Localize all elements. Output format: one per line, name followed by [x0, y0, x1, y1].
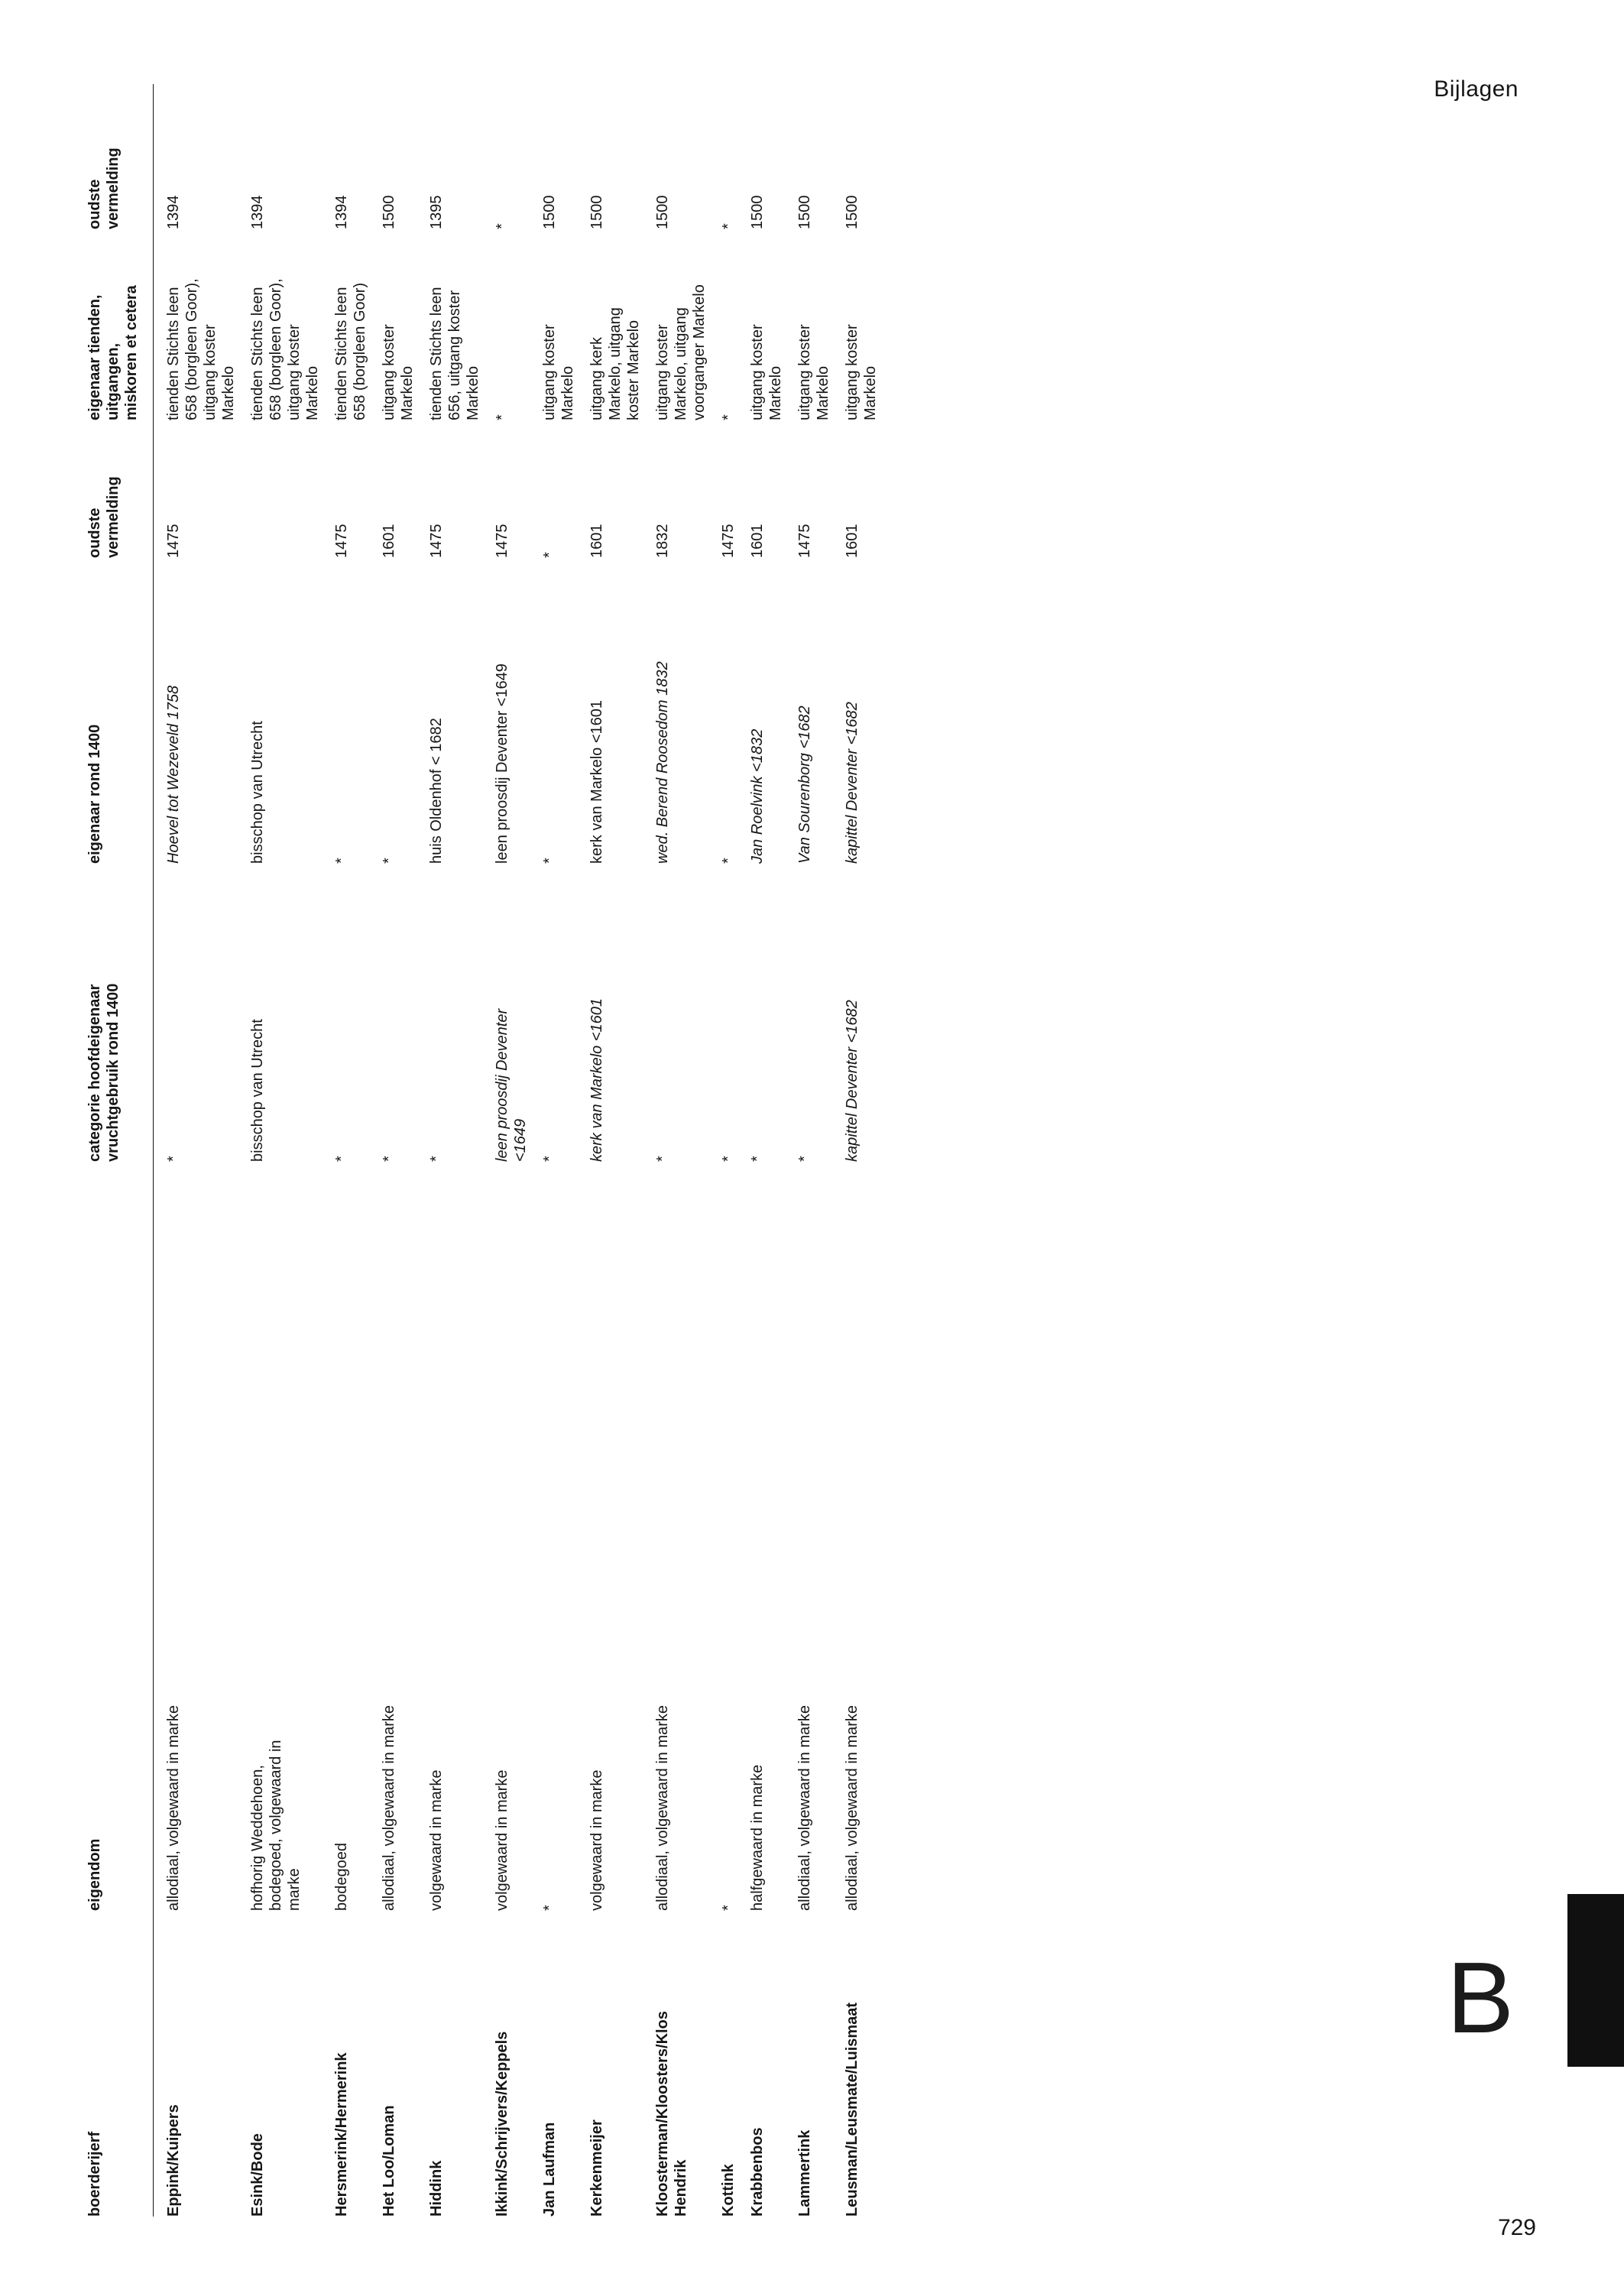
table-cell: kerk van Markelo <1601: [588, 997, 605, 1162]
section-tab-marker: [1567, 1894, 1624, 2067]
column-header: eigendom: [86, 1162, 154, 1911]
table-cell: [238, 420, 322, 558]
table-cell: 1601: [588, 524, 605, 558]
table-cell: 1475: [165, 524, 182, 558]
table-cell: wed. Berend Roosedom 1832: [654, 661, 671, 864]
table-cell: uitgang koster Markelo: [796, 324, 831, 420]
table-cell: kerk van Markelo <1601: [588, 699, 605, 864]
farm-name-cell: Leusman/Leusmate/Luismaat: [844, 2002, 861, 2217]
table-cell: *: [541, 1156, 558, 1162]
running-header: Bijlagen: [1434, 76, 1519, 102]
table-cell: *: [494, 223, 511, 229]
column-header: eigenaar rond 1400: [86, 558, 154, 864]
table-cell: *: [165, 1156, 182, 1162]
farm-name-cell: Ikkink/Schrijvers/Keppels: [494, 2031, 511, 2217]
table-cell: uitgang koster Markelo: [381, 324, 416, 420]
farm-name-cell: Krabbenbos: [749, 2127, 766, 2217]
table-cell: Van Sourenborg <1682: [796, 705, 813, 864]
table-cell: bodegoed: [333, 1843, 350, 1911]
table-cell: 1500: [588, 195, 605, 229]
page-number: 729: [1497, 2215, 1536, 2240]
farm-table: [86, 84, 880, 2217]
table-cell: *: [381, 1156, 397, 1162]
table-cell: 1500: [541, 195, 558, 229]
table-cell: *: [720, 1156, 737, 1162]
table-cell: uitgang koster Markelo, uitgang voorganger Markelo: [654, 284, 708, 420]
farm-name-cell: Lammertink: [796, 2129, 813, 2217]
table-cell: 1500: [749, 195, 766, 229]
table-cell: 1475: [428, 524, 445, 558]
farm-name-cell: Kerkenmeijer: [588, 2119, 605, 2217]
table-cell: 1601: [381, 524, 397, 558]
table-cell: *: [428, 1156, 445, 1162]
farm-name-cell: Kottink: [720, 2164, 737, 2217]
farm-name-cell: Het Loo/Loman: [381, 2105, 397, 2217]
table-cell: tienden Stichts leen 658 (borgleen Goor), uitgang koster Markelo: [249, 278, 321, 420]
farm-name-cell: Kloosterman/Kloosters/Klos Hendrik: [654, 2011, 689, 2217]
table-cell: *: [541, 552, 558, 558]
table-cell: 1475: [796, 524, 813, 558]
column-header: eigenaar tienden, uitgangen, miskoren et cetera: [86, 229, 154, 420]
table-cell: kapittel Deventer <1682: [844, 1000, 861, 1162]
table-cell: tienden Stichts leen 658 (borgleen Goor): [333, 282, 368, 420]
table-cell: leen proosdij Deventer <1649: [494, 1008, 529, 1162]
table-cell: 1500: [381, 195, 397, 229]
table-cell: *: [333, 1156, 350, 1162]
table-cell: *: [333, 858, 350, 864]
table-cell: uitgang koster Markelo: [541, 324, 576, 420]
table-cell: uitgang koster Markelo: [844, 324, 879, 420]
table-cell: allodiaal, volgewaard in marke: [844, 1704, 861, 1911]
table-cell: bisschop van Utrecht: [249, 1019, 266, 1162]
table-cell: huis Oldenhof < 1682: [428, 718, 445, 864]
rotated-table-container: [86, 84, 880, 2217]
table-cell: hofhorig Weddehoen, bodegoed, volgewaard in marke: [249, 1740, 303, 1911]
table-cell: tienden Stichts leen 656, uitgang koster Markelo: [428, 287, 481, 420]
table-cell: *: [541, 1905, 558, 1911]
table-cell: leen proosdij Deventer <1649: [494, 663, 511, 864]
column-header: boerderijerf: [86, 1911, 154, 2217]
table-cell: 1500: [654, 195, 671, 229]
farm-name-cell: Hersmerink/Hermerink: [333, 2052, 350, 2217]
table-cell: 1832: [654, 524, 671, 558]
table-cell: 1475: [333, 524, 350, 558]
table-cell: 1500: [844, 195, 861, 229]
table-cell: 1475: [720, 524, 737, 558]
table-cell: *: [494, 414, 511, 420]
table-cell: *: [720, 858, 737, 864]
farm-name-cell: Jan Laufman: [541, 2122, 558, 2217]
column-header: categorie hoofdeigenaar vruchtgebruik rond 1400: [86, 864, 154, 1162]
table-cell: *: [541, 858, 558, 864]
table-cell: *: [720, 1905, 737, 1911]
table-cell: volgewaard in marke: [494, 1769, 511, 1911]
table-cell: allodiaal, volgewaard in marke: [165, 1704, 182, 1911]
table-cell: allodiaal, volgewaard in marke: [381, 1704, 397, 1911]
table-cell: allodiaal, volgewaard in marke: [654, 1704, 671, 1911]
table-cell: uitgang kerk Markelo, uitgang koster Markelo: [588, 307, 642, 420]
table-cell: bisschop van Utrecht: [249, 721, 266, 864]
table-cell: 1394: [165, 195, 182, 229]
table-cell: tienden Stichts leen 658 (borgleen Goor), uitgang koster Markelo: [165, 278, 237, 420]
table-cell: 1601: [749, 524, 766, 558]
table-cell: 1394: [249, 195, 266, 229]
table-cell: kapittel Deventer <1682: [844, 702, 861, 864]
table-cell: 1500: [796, 195, 813, 229]
table-cell: 1394: [333, 195, 350, 229]
farm-name-cell: Hiddink: [428, 2160, 445, 2217]
column-header: oudste vermelding: [86, 420, 154, 558]
table-cell: uitgang koster Markelo: [749, 324, 784, 420]
table-cell: 1475: [494, 524, 511, 558]
table-cell: 1395: [428, 195, 445, 229]
table-cell: *: [381, 858, 397, 864]
table-cell: *: [720, 223, 737, 229]
table-cell: halfgewaard in marke: [749, 1764, 766, 1911]
farm-name-cell: Esink/Bode: [249, 2133, 266, 2217]
section-letter: B: [1447, 1941, 1515, 2054]
table-cell: Jan Roelvink <1832: [749, 728, 766, 864]
table-cell: *: [749, 1156, 766, 1162]
table-cell: volgewaard in marke: [588, 1769, 605, 1911]
table-cell: *: [720, 414, 737, 420]
table-cell: *: [654, 1156, 671, 1162]
table-cell: allodiaal, volgewaard in marke: [796, 1704, 813, 1911]
table-cell: 1601: [844, 524, 861, 558]
table-cell: Hoevel tot Wezeveld 1758: [165, 685, 182, 864]
table-cell: volgewaard in marke: [428, 1769, 445, 1911]
column-header: oudste vermelding: [86, 84, 154, 229]
farm-name-cell: Eppink/Kuipers: [165, 2104, 182, 2217]
table-cell: *: [796, 1156, 813, 1162]
